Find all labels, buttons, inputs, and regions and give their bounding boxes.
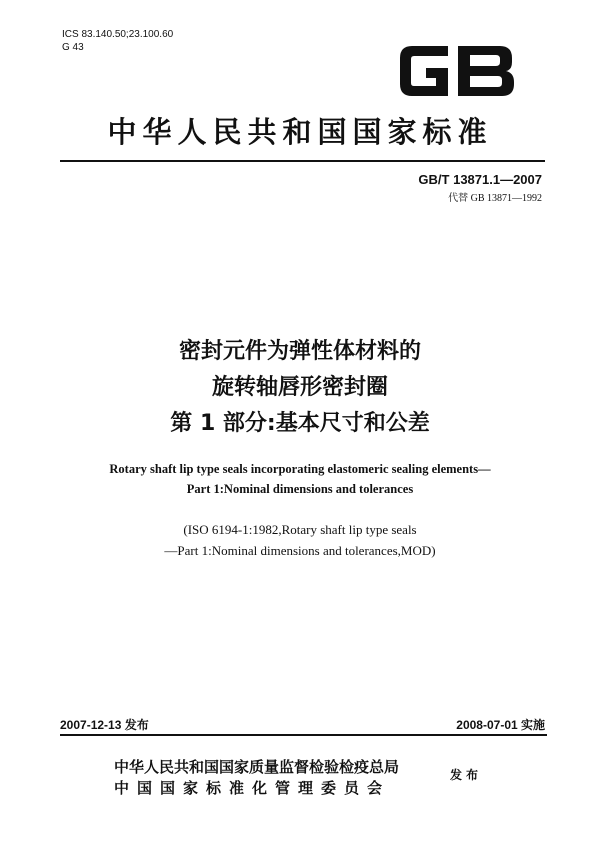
- ics-code: ICS 83.140.50;23.100.60: [62, 29, 174, 40]
- classification-codes: [62, 28, 173, 54]
- gb-logo-g: [400, 46, 448, 96]
- chinese-title-line-2: 旋转轴唇形密封圈: [211, 375, 388, 400]
- header-divider: [60, 160, 545, 162]
- iso-reference-line-1: (ISO 6194-1:1982,Rotary shaft lip type seals: [183, 522, 417, 537]
- replaces-standard: 代替 GB 13871—1992: [448, 193, 542, 204]
- english-title-line-1: Rotary shaft lip type seals incorporating elastomeric sealing elements—: [109, 462, 491, 476]
- ccs-code: G 43: [62, 42, 84, 53]
- english-title: [0, 459, 600, 499]
- iso-reference-line-2: —Part 1:Nominal dimensions and tolerances,MOD): [164, 543, 436, 558]
- chinese-title: [0, 334, 600, 442]
- issuer-sac: 中国国家标准化管理委员会: [114, 779, 391, 797]
- standard-number: GB/T 13871.1—2007: [418, 172, 542, 187]
- issue-label: 发布: [450, 768, 483, 782]
- national-standard-name: 中华人民共和国国家标准: [107, 115, 493, 149]
- gb-logo-letters: [400, 46, 514, 96]
- english-title-line-2: Part 1:Nominal dimensions and tolerances: [186, 482, 414, 496]
- issuer-aqsiq: 中华人民共和国国家质量监督检验检疫总局: [114, 758, 400, 776]
- issue-date: 2007-12-13 发布: [60, 718, 149, 732]
- implementation-date: 2008-07-01 实施: [456, 718, 545, 732]
- chinese-title-line-1: 密封元件为弹性体材料的: [178, 339, 421, 364]
- gb-logo-text: GB: [396, 40, 398, 41]
- gb-logo: [396, 40, 518, 102]
- iso-reference: [0, 519, 600, 561]
- chinese-title-line-3: 第 1 部分:基本尺寸和公差: [170, 411, 430, 436]
- gb-logo-b: [458, 46, 514, 96]
- footer-divider: [60, 734, 547, 736]
- issuing-authorities: [114, 757, 399, 799]
